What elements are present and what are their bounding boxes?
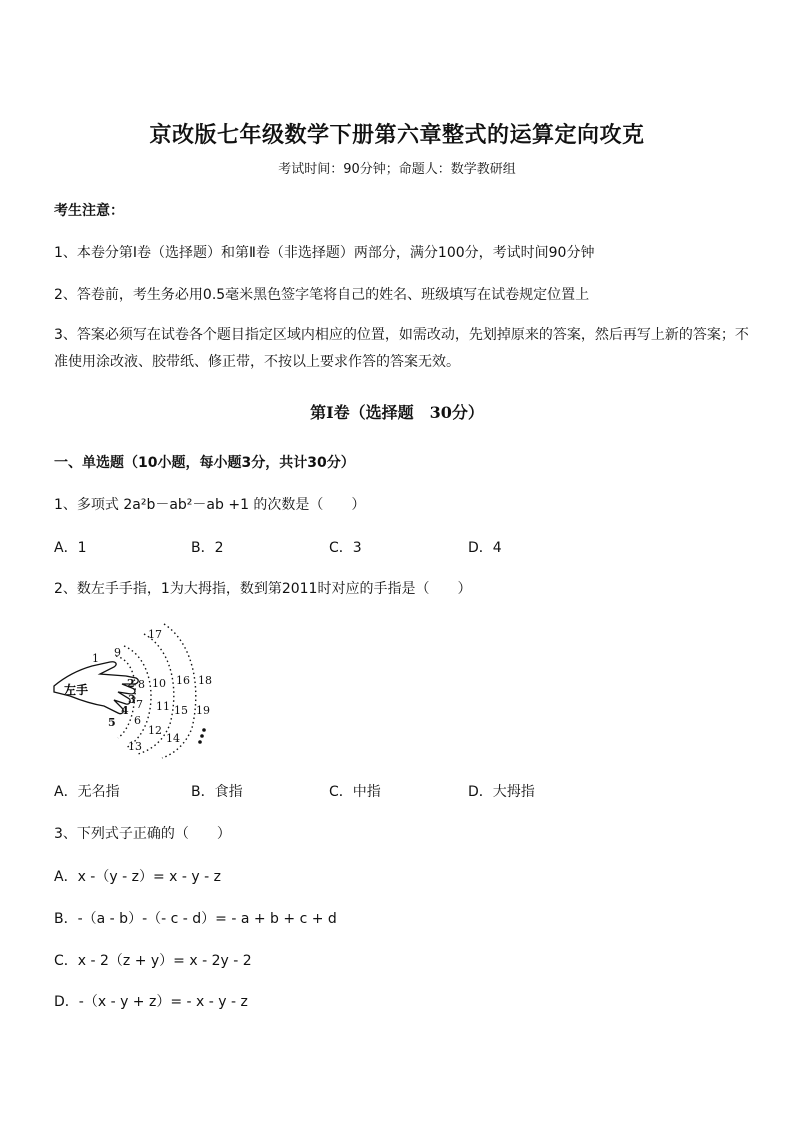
num-9: 9 [114, 646, 121, 659]
hand-label: 左手 [64, 683, 89, 697]
section-title: 第Ⅰ卷（选择题 30分） [310, 403, 484, 422]
num-2: 2 [127, 677, 135, 690]
num-13: 13 [128, 740, 142, 753]
notice-heading: 考生注意： [54, 203, 124, 219]
part-heading: 一、单选题（10小题，每小题3分，共计30分） [54, 455, 355, 471]
q1-option-c[interactable]: C．3 [329, 540, 362, 556]
q2-option-c[interactable]: C．中指 [329, 784, 381, 800]
q1-option-a[interactable]: A．1 [54, 540, 87, 556]
exam-info: 考试时间：90分钟；命题人：数学教研组 [278, 162, 516, 177]
question-2-stem: 2、数左手手指，1为大拇指，数到第2011时对应的手指是（ ） [54, 581, 472, 597]
q1-option-b[interactable]: B．2 [191, 540, 224, 556]
hand-counting-figure [52, 620, 232, 760]
num-17: 17 [148, 628, 162, 641]
num-8: 8 [138, 678, 145, 691]
q3-option-b[interactable]: B．-（a - b）-（- c - d）= - a + b + c + d [54, 911, 337, 927]
num-4: 4 [121, 704, 129, 717]
num-5: 5 [108, 716, 116, 729]
notice-item-3: 3、答案必须写在试卷各个题目指定区域内相应的位置，如需改动，先划掉原来的答案，然后再写上新的答案；不准使用涂改液、胶带纸、修正带，不按以上要求作答的答案无效。 [54, 327, 749, 370]
num-7: 7 [136, 698, 143, 711]
page-title: 京改版七年级数学下册第六章整式的运算定向攻克 [149, 122, 645, 148]
q3-option-c[interactable]: C．x - 2（z + y）= x - 2y - 2 [54, 953, 252, 969]
num-16: 16 [176, 674, 190, 687]
question-3-stem: 3、下列式子正确的（ ） [54, 826, 231, 842]
num-15: 15 [174, 704, 188, 717]
num-12: 12 [148, 724, 162, 737]
question-1-stem: 1、多项式 2a²b－ab²－ab +1 的次数是（ ） [54, 497, 366, 513]
num-3: 3 [128, 693, 136, 706]
num-1: 1 [92, 652, 99, 665]
num-10: 10 [152, 677, 166, 690]
q2-option-a[interactable]: A．无名指 [54, 784, 120, 800]
q2-option-d[interactable]: D．大拇指 [468, 784, 535, 800]
ellipsis-dots [198, 728, 206, 744]
notice-item-1: 1、本卷分第Ⅰ卷（选择题）和第Ⅱ卷（非选择题）两部分，满分100分，考试时间90分钟 [54, 245, 595, 261]
finger-numbers [92, 628, 212, 753]
num-6: 6 [134, 714, 141, 727]
num-19: 19 [196, 704, 210, 717]
q3-option-d[interactable]: D．-（x - y + z）= - x - y - z [54, 994, 248, 1010]
num-18: 18 [198, 674, 212, 687]
q2-option-b[interactable]: B．食指 [191, 784, 243, 800]
num-11: 11 [156, 700, 170, 713]
q1-option-d[interactable]: D．4 [468, 540, 502, 556]
notice-item-2: 2、答卷前，考生务必用0.5毫米黑色签字笔将自己的姓名、班级填写在试卷规定位置上 [54, 287, 590, 303]
q3-option-a[interactable]: A．x -（y - z）= x - y - z [54, 869, 221, 885]
num-14: 14 [166, 732, 180, 745]
